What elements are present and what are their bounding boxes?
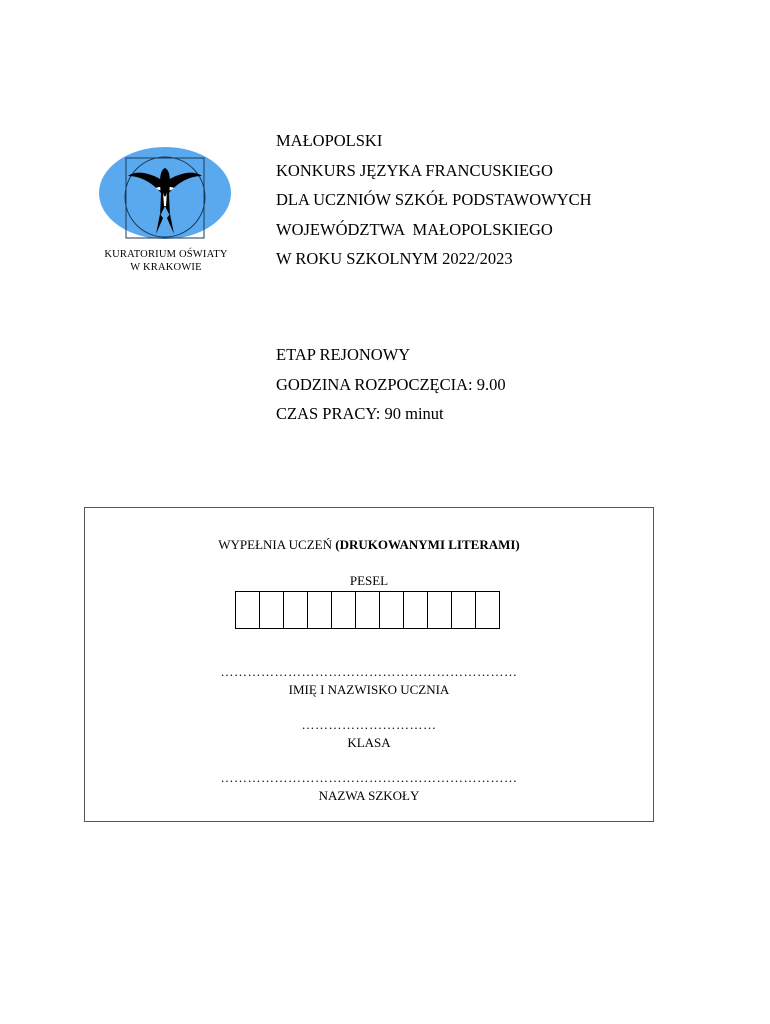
kuratorium-logo (98, 146, 234, 278)
duration: CZAS PRACY: 90 minut (276, 404, 444, 423)
form-header-bold: (DRUKOWANYMI LITERAMI) (335, 537, 520, 552)
pesel-label: PESEL (349, 573, 389, 588)
pesel-digit-box[interactable] (308, 592, 332, 628)
pesel-digit-box[interactable] (356, 592, 380, 628)
logo-caption-line1: KURATORIUM OŚWIATY (104, 249, 228, 260)
pesel-digit-box[interactable] (284, 592, 308, 628)
pesel-digit-box[interactable] (476, 592, 500, 628)
title-line: WOJEWÓDZTWA MAŁOPOLSKIEGO (276, 219, 553, 239)
stage-info (276, 340, 506, 429)
student-name-field[interactable]: ………………………………………………………… (220, 664, 518, 679)
competition-title (276, 126, 592, 274)
pesel-digit-box[interactable] (260, 592, 284, 628)
pesel-input-grid[interactable] (235, 591, 500, 629)
pesel-digit-box[interactable] (380, 592, 404, 628)
class-label: KLASA (347, 735, 391, 750)
title-line: DLA UCZNIÓW SZKÓŁ PODSTAWOWYCH (276, 190, 592, 209)
title-line: MAŁOPOLSKI (276, 131, 383, 150)
title-line: KONKURS JĘZYKA FRANCUSKIEGO (276, 160, 553, 180)
logo-caption (98, 248, 234, 274)
swallow-bird-emblem-icon (98, 146, 234, 246)
pesel-digit-box[interactable] (332, 592, 356, 628)
stage-name: ETAP REJONOWY (276, 345, 411, 364)
form-header (85, 537, 653, 553)
pesel-digit-box[interactable] (428, 592, 452, 628)
pesel-digit-box[interactable] (404, 592, 428, 628)
pesel-digit-box[interactable] (452, 592, 476, 628)
student-info-form (84, 507, 654, 822)
form-header-text: WYPEŁNIA UCZEŃ (218, 537, 336, 552)
school-name-label: NAZWA SZKOŁY (318, 788, 420, 803)
logo-caption-line2: W KRAKOWIE (130, 262, 202, 273)
class-field[interactable]: ………………………… (301, 717, 437, 732)
school-name-field[interactable]: ………………………………………………………… (220, 770, 518, 785)
student-name-label: IMIĘ I NAZWISKO UCZNIA (288, 682, 450, 697)
start-time: GODZINA ROZPOCZĘCIA: 9.00 (276, 374, 506, 394)
title-line: W ROKU SZKOLNYM 2022/2023 (276, 249, 513, 268)
pesel-digit-box[interactable] (236, 592, 260, 628)
